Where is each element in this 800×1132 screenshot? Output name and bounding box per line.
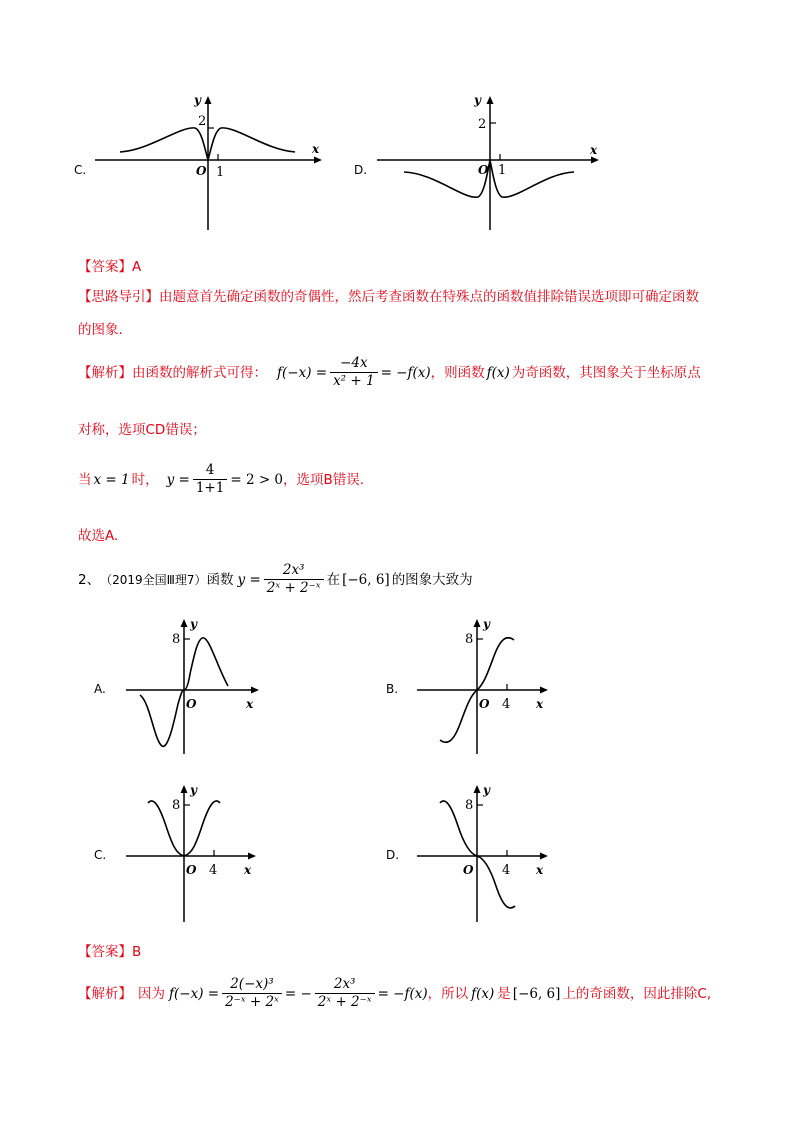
analysis-interval: [−6, 6] (512, 985, 561, 1002)
q2-option-c-graph (118, 778, 268, 926)
q1-option-d-graph (372, 90, 612, 235)
fx-symbol: f(x) (486, 364, 510, 381)
question-eq-lhs: y = (237, 571, 261, 588)
tail-text: ，选项B错误. (283, 471, 365, 488)
eq-lhs: y = (166, 471, 190, 488)
tick-label-4: 4 (502, 863, 511, 878)
hint-text: 由题意首先确定函数的奇偶性，然后考查函数在特殊点的函数值排除错误选项即可确定函数 (159, 289, 699, 305)
y-axis-label: y (483, 617, 490, 631)
q1-conclusion: 故选A. (78, 528, 119, 544)
fraction-denominator: x² + 1 (333, 373, 375, 389)
q1-hint-line1 (78, 287, 699, 307)
answer-tag: 【答案】 (78, 944, 132, 960)
tick-label-8: 8 (465, 798, 474, 813)
analysis-text-3: 是 (497, 985, 511, 1002)
x-axis-arrow (251, 687, 259, 694)
fx-symbol: f(x) (471, 985, 495, 1002)
tick-label-4: 4 (502, 697, 511, 712)
eq-numerator: 4 (193, 462, 228, 480)
formula-lhs: f(−x) = (277, 364, 328, 381)
eq-rhs: = 2 > 0 (230, 471, 284, 488)
tick-label-2: 2 (478, 117, 487, 132)
question-source: （2019全国Ⅲ理7） (100, 572, 207, 587)
q2-answer (78, 942, 141, 962)
x-axis-label: x (536, 863, 544, 877)
question-denominator: 2ˣ + 2⁻ˣ (266, 580, 321, 596)
x-axis-label: x (244, 863, 252, 877)
q1-analysis-line2: 对称，选项CD错误； (78, 422, 206, 438)
y-axis-arrow (474, 619, 481, 627)
question-numerator: 2x³ (264, 562, 324, 580)
origin-label: O (478, 163, 489, 177)
formula-fraction-2 (315, 976, 375, 1011)
q1-hint-line2: 的图象. (78, 322, 123, 338)
x-axis-arrow (540, 687, 548, 694)
y-axis-arrow (487, 96, 494, 104)
q2-option-c-label: C. (94, 848, 107, 862)
formula-fraction (330, 355, 378, 390)
formula-fraction-1 (222, 976, 282, 1011)
y-axis-arrow (181, 785, 188, 793)
analysis-text-2: ，则函数 (430, 364, 485, 381)
x-axis-arrow (314, 157, 322, 164)
answer-value: B (132, 944, 142, 960)
q1-analysis-line1 (78, 355, 701, 390)
q1-analysis-line3 (78, 462, 364, 497)
fraction-numerator: −4x (330, 355, 378, 373)
eq-denominator: 1+1 (195, 480, 225, 496)
x-axis-label: x (246, 697, 254, 711)
answer-value: A (132, 259, 142, 275)
analysis-text: 因为 (138, 985, 165, 1002)
q2-analysis-line1 (78, 976, 711, 1011)
tick-label-8: 8 (172, 632, 181, 647)
fraction-1-denominator: 2⁻ˣ + 2ˣ (225, 994, 279, 1010)
condition: x = 1 (93, 471, 130, 488)
origin-label: O (196, 164, 207, 178)
x-axis-arrow (591, 157, 599, 164)
question-number: 2、 (78, 571, 101, 588)
tick-label-2: 2 (198, 114, 207, 129)
question-text: 函数 (206, 571, 234, 588)
question-fraction (264, 562, 324, 597)
q1-answer (78, 257, 141, 277)
fraction-2-numerator: 2x³ (315, 976, 375, 994)
question-text-3: 的图象大致为 (391, 571, 473, 588)
y-axis-label: y (190, 617, 197, 631)
q2-option-a-graph (118, 612, 268, 757)
origin-label: O (479, 697, 490, 711)
question-text-2: 在 (326, 571, 341, 588)
tick-label-8: 8 (172, 798, 181, 813)
x-axis-arrow (248, 853, 256, 860)
y-axis-label: y (194, 93, 201, 107)
y-axis-label: y (483, 783, 490, 797)
origin-label: O (186, 863, 197, 877)
when-text-2: 时， (131, 471, 159, 488)
analysis-tag: 【解析】 (78, 364, 132, 381)
formula-mid: = − (284, 985, 312, 1002)
q2-option-b-label: B. (386, 682, 399, 696)
analysis-tag: 【解析】 (78, 985, 132, 1002)
q2-option-a-label: A. (94, 682, 106, 696)
origin-label: O (463, 863, 474, 877)
x-axis-label: x (536, 697, 544, 711)
analysis-text-2: ，所以 (427, 985, 469, 1002)
q2-question (78, 562, 473, 597)
q2-option-b-graph (412, 612, 562, 757)
answer-tag: 【答案】 (78, 259, 132, 275)
q2-option-d-label: D. (386, 848, 400, 862)
formula-lhs: f(−x) = (169, 985, 220, 1002)
curve (404, 160, 574, 197)
question-interval: [−6, 6] (342, 571, 390, 588)
fraction-1-numerator: 2(−x)³ (222, 976, 282, 994)
tick-label-8: 8 (465, 632, 474, 647)
tick-label-4: 4 (209, 863, 218, 878)
when-text: 当 (78, 471, 92, 488)
y-axis-arrow (205, 96, 212, 104)
tick-label-1: 1 (216, 165, 225, 180)
formula-rhs: = −f(x) (380, 364, 431, 381)
x-axis-label: x (312, 142, 320, 156)
y-axis-arrow (474, 785, 481, 793)
q1-option-d-label: D. (354, 163, 368, 177)
fraction-2-denominator: 2ˣ + 2⁻ˣ (317, 994, 372, 1010)
y-axis-arrow (181, 619, 188, 627)
analysis-text: 由函数的解析式可得： (132, 364, 267, 381)
hint-tag: 【思路导引】 (78, 289, 159, 305)
tick-label-1: 1 (498, 163, 507, 178)
q2-option-d-graph (412, 778, 562, 926)
y-axis-label: y (474, 93, 481, 107)
q1-option-c-label: C. (74, 163, 87, 177)
eq-fraction (193, 462, 228, 497)
x-axis-arrow (540, 853, 548, 860)
x-axis-label: x (590, 143, 598, 157)
analysis-text-3: 为奇函数，其图象关于坐标原点 (511, 364, 701, 381)
y-axis-label: y (190, 783, 197, 797)
analysis-text-4: 上的奇函数，因此排除C, (562, 985, 712, 1002)
origin-label: O (186, 697, 197, 711)
q1-option-c-graph (90, 90, 330, 235)
formula-rhs: = −f(x) (377, 985, 428, 1002)
